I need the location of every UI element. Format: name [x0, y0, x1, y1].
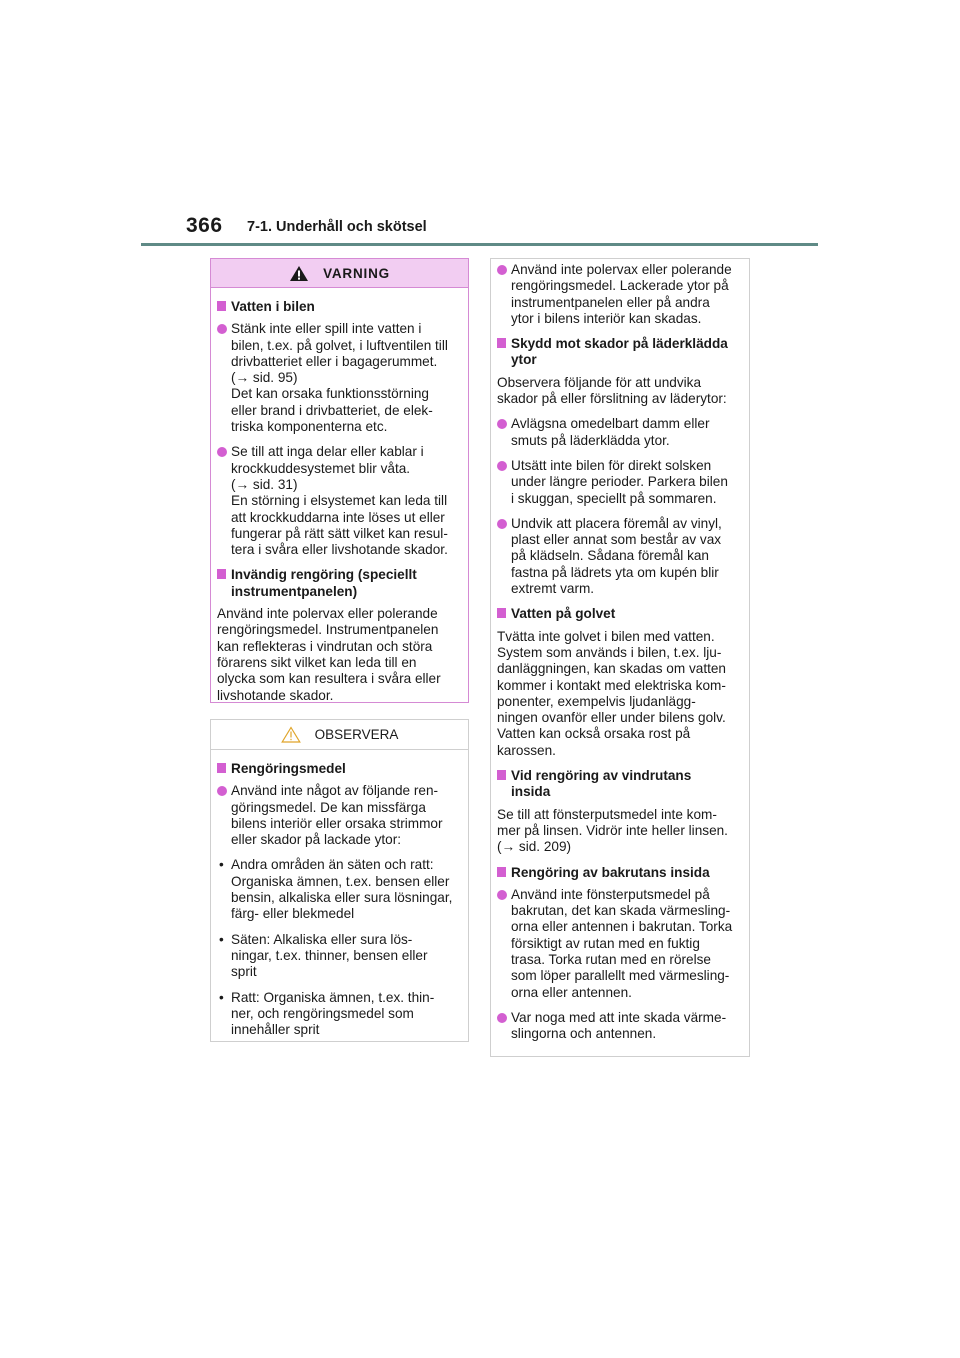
text-line: instrumentpanelen): [231, 583, 358, 599]
notice-box: [210, 719, 469, 1042]
warning-title: VARNING: [323, 265, 390, 281]
warning-box-header: [211, 259, 468, 288]
notice-box-header: [211, 720, 468, 750]
text-line: i skuggan, speciellt på sommaren.: [511, 490, 717, 506]
text-line: mer på linsen. Vidrör inte heller linsen.: [497, 822, 728, 838]
text-line: Var noga med att inte skada värme-: [511, 1009, 727, 1025]
text-line: orna eller antennen i bakrutan. Torka: [511, 919, 733, 935]
text-line: Undvik att placera föremål av vinyl,: [511, 515, 722, 531]
bullet-item: [497, 416, 743, 449]
text-line: danläggningen, kan skadas om vatten: [497, 661, 726, 677]
text-line: slingorna och antennen.: [511, 1026, 657, 1042]
text-line: Se till att inga delar eller kablar i: [231, 444, 424, 460]
text-line: ningar, t.ex. thinner, bensen eller: [231, 947, 428, 963]
text-line: Tvätta inte golvet i bilen med vatten.: [497, 628, 715, 644]
page-number: 366: [186, 214, 223, 237]
bullet-item: [497, 262, 743, 327]
heading-water-on-floor: [497, 606, 743, 622]
text-line: Observera följande för att undvika: [497, 374, 702, 390]
text-line: karossen.: [497, 742, 556, 758]
text-line: färg- eller blekmedel: [231, 906, 355, 922]
text-line: drivbatteriet eller i bagagerummet.: [231, 353, 438, 369]
paragraph: [497, 629, 743, 759]
dash-item: • Ratt: Organiska ämnen, t.ex. thin- ner, och rengöringsmedel som innehåller sprit: [217, 990, 462, 1039]
notice-title: OBSERVERA: [314, 727, 399, 742]
text-line: extremt varm.: [511, 581, 595, 597]
text-line: triska komponenterna etc.: [231, 419, 388, 435]
text-line: Ratt: Organiska ämnen, t.ex. thin-: [231, 989, 435, 1005]
header-rule: [141, 243, 818, 246]
section-title: 7-1. Underhåll och skötsel: [247, 219, 427, 235]
text-line: skador på eller förslitning av läderytor:: [497, 391, 727, 407]
caution-triangle-icon: [281, 726, 301, 743]
text-line: på klädseln. Sådana föremål kan: [511, 548, 709, 564]
text-line: bakrutan, det kan skada värmesling-: [511, 903, 731, 919]
text-line: Organiska ämnen, t.ex. bensen eller: [231, 873, 450, 889]
text-line: fastna på lädrets yta om kupén blir: [511, 564, 719, 580]
text-line: Det kan orsaka funktionsstörning: [231, 386, 429, 402]
text-line: orna eller antennen.: [511, 984, 632, 1000]
bullet-item: [217, 321, 462, 435]
heading-water-in-car: [217, 299, 462, 315]
text-line: En störning i elsystemet kan leda till: [231, 493, 448, 509]
text-line: kan reflekteras i vindrutan och störa: [217, 638, 433, 654]
text-line: instrumentpanelen eller på andra: [511, 294, 710, 310]
text-line: Utsätt inte bilen för direkt solsken: [511, 457, 712, 473]
text-line: Skydd mot skador på läderklädda: [511, 336, 728, 352]
text-line: (→ sid. 209): [497, 839, 572, 855]
text-line: insida: [511, 784, 551, 800]
text-line: Rengöringsmedel: [231, 761, 346, 776]
text-line: att krockkuddarna inte löses ut eller: [231, 509, 445, 525]
text-line: Vatten på golvet: [511, 606, 616, 622]
paragraph: [497, 807, 743, 856]
bullet-item: [497, 458, 743, 507]
dash-item: • Säten: Alkaliska eller sura lös- ningar, t.ex. thinner, bensen eller sprit: [217, 932, 462, 981]
text-line: Stänk inte eller spill inte vatten i: [231, 321, 422, 337]
text-line: ytor: [511, 352, 537, 368]
text-line: bensin, alkaliska eller sura lösningar,: [231, 890, 453, 906]
text-line: Använd inte polervax eller polerande: [217, 606, 438, 622]
text-line: livshotande skador.: [217, 687, 334, 703]
text-line: kommer i kontakt med elektriska kom-: [497, 677, 726, 693]
text-line: tera i svåra eller livshotande skador.: [231, 542, 448, 558]
text-line: som löper parallellt med värmesling-: [511, 968, 730, 984]
heading-cleaning-agents: [217, 761, 462, 777]
text-line: Vid rengöring av vindrutans: [511, 768, 692, 784]
text-line: rengöringsmedel. Lackerade ytor på: [511, 278, 729, 294]
heading-rear-window-inside: [497, 865, 743, 881]
continued-notice-box: [490, 258, 750, 1057]
bullet-item: [497, 516, 743, 597]
text-line: rengöringsmedel. Instrumentpanelen: [217, 622, 439, 638]
page-header: [0, 0, 960, 250]
text-line: krockkuddesystemet blir våta.: [231, 460, 411, 476]
text-line: ponenter, exempelvis ljudanlägg-: [497, 693, 696, 709]
text-line: olycka som kan resultera i svåra eller: [217, 671, 441, 687]
bullet-item: [497, 887, 743, 1001]
heading-interior-cleaning: [217, 567, 462, 600]
text-line: ner, och rengöringsmedel som: [231, 1005, 414, 1021]
text-line: Använd inte fönsterputsmedel på: [511, 886, 710, 902]
text-line: smuts på läderklädda ytor.: [511, 432, 670, 448]
text-line: Vatten kan också orsaka rost på: [497, 726, 691, 742]
text-line: sprit: [231, 964, 257, 980]
bullet-item: [217, 444, 462, 558]
paragraph: [497, 375, 743, 408]
heading-leather-protection: [497, 336, 743, 369]
text-line: Vatten i bilen: [231, 299, 315, 314]
text-line: plast eller annat som består av vax: [511, 532, 722, 548]
text-line: System som används i bilen, t.ex. lju-: [497, 644, 722, 660]
text-line: eller brand i drivbatteriet, de elek-: [231, 402, 433, 418]
warning-box: [210, 258, 469, 703]
text-line: Andra områden än säten och ratt:: [231, 857, 434, 873]
text-line: eller skador på lackade ytor:: [231, 832, 402, 848]
bullet-item: [217, 783, 462, 848]
text-line: bilen, t.ex. på golvet, i luftventilen till: [231, 337, 448, 353]
text-line: Se till att fönsterputsmedel inte kom-: [497, 806, 717, 822]
text-line: Använd inte något av följande ren-: [231, 783, 439, 799]
dash-item: • Andra områden än säten och ratt: Organiska ämnen, t.ex. bensen eller bensin, alkaliska eller sura lösningar, färg- eller blekmedel: [217, 857, 462, 922]
warning-triangle-icon: [289, 265, 309, 282]
text-line: göringsmedel. De kan missfärga: [231, 799, 426, 815]
text-line: förarens sikt vilket kan leda till en: [217, 654, 417, 670]
text-line: bilens interiör eller orsaka strimmor: [231, 815, 443, 831]
text-line: Invändig rengöring (speciellt: [231, 567, 417, 583]
text-line: Avlägsna omedelbart damm eller: [511, 416, 710, 432]
text-line: trasa. Torka rutan med en rörelse: [511, 951, 711, 967]
text-line: Säten: Alkaliska eller sura lös-: [231, 931, 413, 947]
text-line: försiktigt av rutan med en fuktig: [511, 935, 700, 951]
text-line: (→ sid. 31): [231, 476, 298, 492]
text-line: ytor i bilens interiör kan skadas.: [511, 310, 702, 326]
text-line: ningen ovanför eller under bilens golv.: [497, 710, 726, 726]
heading-windshield-inside: [497, 768, 743, 801]
text-line: Använd inte polervax eller polerande: [511, 262, 732, 277]
text-line: Rengöring av bakrutans insida: [511, 864, 710, 880]
text-line: fungerar på rätt sätt vilket kan resul-: [231, 525, 448, 541]
bullet-item: [497, 1010, 743, 1043]
text-line: (→ sid. 95): [231, 370, 298, 386]
text-line: innehåller sprit: [231, 1022, 320, 1038]
text-line: under längre perioder. Parkera bilen: [511, 474, 728, 490]
paragraph: [217, 606, 462, 704]
